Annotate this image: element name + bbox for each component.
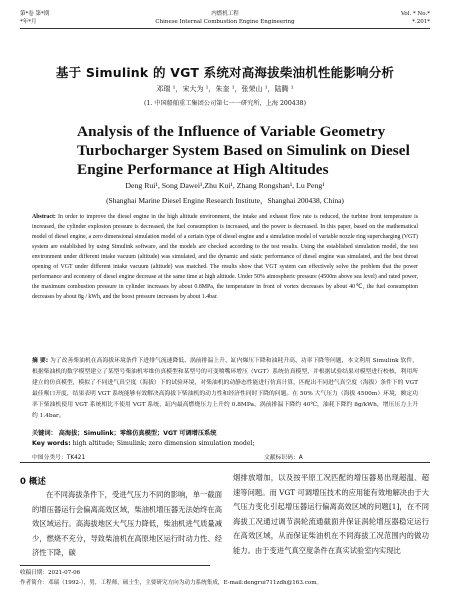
authors-cn: 邓瑞 ¹，宋大为 ¹，朱奎 ¹，张荣山 ¹，陆腾 ¹ [156,85,294,93]
keywords-en-text: high altitude; Simulink; zero dimension simulation model; [72,440,255,447]
abstract-en-label: Abstract: [32,214,56,220]
header-center [20,10,430,26]
body-left-column: 在不同海拔条件下，受进气压力不同的影响，单一截面的增压器运行会偏离高效区域，柴油机增压器无法始终在高效区域运行。高海拔地区大气压力降低，柴油机进气质量减少，燃烧不充分，导致柴油机在高原地区运行时动力性、经济性下降，碳 [32,490,222,558]
title-cn: 基于 Simulink 的 VGT 系统对高海拔柴油机性能影响分析 [55,65,395,80]
header-volume: 第*卷 第*期 [20,11,50,17]
header-right [401,10,430,26]
journal-name-en: Chinese Internal Combustion Engine Engineering [155,19,295,25]
abstract-en-text: In order to improve the diesel engine in the high altitude environment, the intake and exhaust flow rate is reduced, the turbine front temperature is increased, the cylinder explosion pressure is decreased, the fuel consumption is increased, and the power is decreased. In this paper, based on the mathematical model of diesel engine, a zero dimensional simulation model of a certain type of diesel engine and a simulation model of variable nozzle ring supercharging (VGT) system are established by using Simulink software, and the models are checked according to the test results. Using the established simulation model, the test environment under different intake vacuum (altitude) was simulated, and the dynamic and static performance of diesel engine was simulated, and the best throat opening of VGT under different intake vacuum (altitude) was matched. The results show that VGT system can effectively solve the problem that the power performance and economy of diesel engine decrease at the same time at high altitude. Under 50% atmospheric pressure (4500m above sea level) and rated power, the maximum combustion pressure in cylinder increases by about 0.8MPa, the temperature in front of vortex decreases by about 40℃, the fuel consumption decreases by about 8g / kWh, and the boost pressure increases by about 1.4bar. [32,214,418,301]
header-volume-en: Vol. * No.* [400,11,430,17]
journal-name-cn: 内燃机工程 [211,11,239,17]
keywords-cn-label: 关键词： [32,430,57,437]
abstract-cn-label: 摘 要: [32,358,49,364]
header-date-en: *.201* [412,19,430,25]
abstract-cn-text: 为了改善柴油机在高海拔环境条件下进排气流速降低、涡前排温上升、缸内爆压下降和油耗升高、功率下降等问题，本文利用 Simulink 软件，根据柴油机的数学模型建立了某型号柴油机零维仿真模型和某型号的可变喷嘴环增压（VGT）系统仿真模型，并根据试验结果对模型进行校核，利用所建立的仿真模型，模拟了不同进气真空度（海拔）下的试验环境，对柴油机的动静态性能进行仿真计算，匹配出不同进气真空度（海拔）条件下的 VGT 最佳喉口开度，结果表明 VGT 系统能够有效解决高海拔下柴油机的动力性和经济性同时下降的问题。在 50% 大气压力（海拔 4500m）环境，额定功率下柴油机使用 VGT 系统相比不使用 VGT 系统，缸内最高燃烧压力上升约 0.8MPa、涡前排温下降约 40℃，油耗下降约 8g/kWh，增压压力上升约 1.4bar。 [32,358,419,419]
author-bio: 作者简介：邓瑞（1992-），男，工程师，硕士生，主要研究方向为动力系统集成，E-mail:dengrui711zdh@163.com。 [20,580,323,586]
header-date: *年*月 [20,19,37,25]
body-right-column: 烟排放增加，以及按平原工况匹配的增压器易出现超温、超速等问题。而 VGT 可调增压技术的应用能有效地解决由于大气压力变化引起增压器运行偏离高效区域的问题[1]，在不同海拔工况通过调节涡轮流通截面并保证涡轮增压器稳定运行在高效区域，从而保证柴油机在不同海拔工况范围内的做功能力。由于变进气真空度条件在真实试验室内实现比 [233,473,429,555]
keywords-cn-text: 高海拔；Simulink；零维仿真模型；VGT 可调增压系统 [58,430,217,437]
footnote-rule [20,565,210,566]
keywords-en-label: Key words: [32,440,71,447]
keywords-en [32,440,418,447]
section-heading: 0 概述 [20,477,46,487]
authors-en: Deng Rui¹, Song Dawei¹,Zhu Kui¹, Zhang Rongshan¹, Lu Peng¹ [125,181,325,190]
clc-number: 中图分类号：TK421 [32,455,86,461]
affiliation-cn: (1. 中国船舶重工集团公司第七一一研究所，上海 200438) [143,100,307,107]
document-code: 文献标识码：A [264,455,303,461]
affiliation-en: (Shanghai Marine Diesel Engine Research Institute，Shanghai 200438, China) [106,196,344,205]
footnote [20,568,322,588]
title-en: Analysis of the Influence of Variable Geometry Turbocharger System Based on Simulink on Diesel Engine Performance at High Altitudes [77,123,410,178]
abstract-cn [32,356,418,422]
header-rule [20,28,430,29]
keywords-cn [32,428,418,437]
abstract-rule [20,462,430,463]
abstract-en [32,212,418,302]
received-date: 收稿日期：2021-07-06 [20,570,81,576]
